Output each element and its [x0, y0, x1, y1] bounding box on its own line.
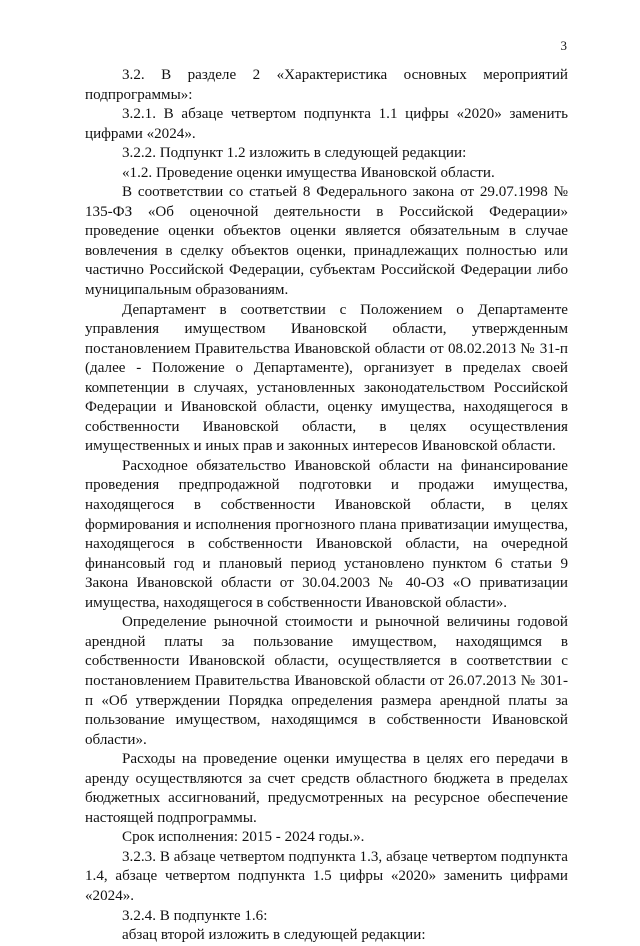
paragraph: 3.2.1. В абзаце четвертом подпункта 1.1 цифры «2020» заменить цифрами «2024».	[85, 106, 568, 142]
paragraph: Расходы на проведение оценки имущества в целях его передачи в аренду осуществляются за счет средств областного бюджета в пределах бюджетных ассигнований, предусмотренных на ресурсное обеспечение настоящей подпрограммы.	[85, 751, 568, 826]
page-number: 3	[560, 38, 567, 53]
paragraph: «1.2. Проведение оценки имущества Ивановской области.	[122, 164, 495, 181]
document-body	[85, 66, 568, 946]
paragraph: В соответствии со статьей 8 Федерального закона от 29.07.1998 № 135-ФЗ «Об оценочной деятельности в Российской Федерации» проведение оценки объектов оценки является обязательным в случае вовлечения в сделку объектов оценки, принадлежащих полностью или частично Российской Федерации, субъектам Российской Федерации либо муниципальным образованиям.	[85, 184, 568, 299]
paragraph: 3.2.4. В подпункте 1.6:	[122, 907, 268, 924]
paragraph: абзац второй изложить в следующей редакции:	[122, 927, 426, 944]
paragraph: Определение рыночной стоимости и рыночной величины годовой арендной платы за пользование имуществом, находящимся в собственности Ивановской области, осуществляется в соответствии с постановлением Правительства Ивановской области от 26.07.2013 № 301-п «Об утверждении Порядка определения размера арендной платы за пользование имуществом, находящимся в собственности Ивановской области».	[85, 614, 568, 748]
paragraph: Департамент в соответствии с Положением о Департаменте управления имуществом Ивановской области, утвержденным постановлением Правительства Ивановской области от 08.02.2013 № 31-п (далее - Положение о Департаменте), организует в пределах своей компетенции в случаях, установленных законодательством Российской Федерации и Ивановской области, оценку имущества, находящегося в собственности Ивановской области, в целях осуществления имущественных и иных прав и законных интересов Ивановской области.	[85, 301, 568, 455]
paragraph: 3.2.3. В абзаце четвертом подпункта 1.3, абзаце четвертом подпункта 1.4, абзаце четвертом подпункта 1.5 цифры «2020» заменить цифрами «2024».	[85, 848, 568, 904]
paragraph: 3.2.2. Подпункт 1.2 изложить в следующей редакции:	[122, 145, 467, 162]
paragraph: Срок исполнения: 2015 - 2024 годы.».	[122, 829, 365, 846]
paragraph: Расходное обязательство Ивановской области на финансирование проведения предпродажной подготовки и продажи имущества, находящегося в собственности Ивановской области, в целях формирования и исполнения прогнозного плана приватизации имущества, находящегося в собственности Ивановской области, на очередной финансовый год и плановый период установлено пунктом 6 статьи 9 Закона Ивановской области от 30.04.2003 № 40-ОЗ «О приватизации имущества, находящегося в собственности Ивановской области».	[85, 457, 568, 611]
paragraph: 3.2. В разделе 2 «Характеристика основных мероприятий подпрограммы»:	[85, 67, 568, 103]
